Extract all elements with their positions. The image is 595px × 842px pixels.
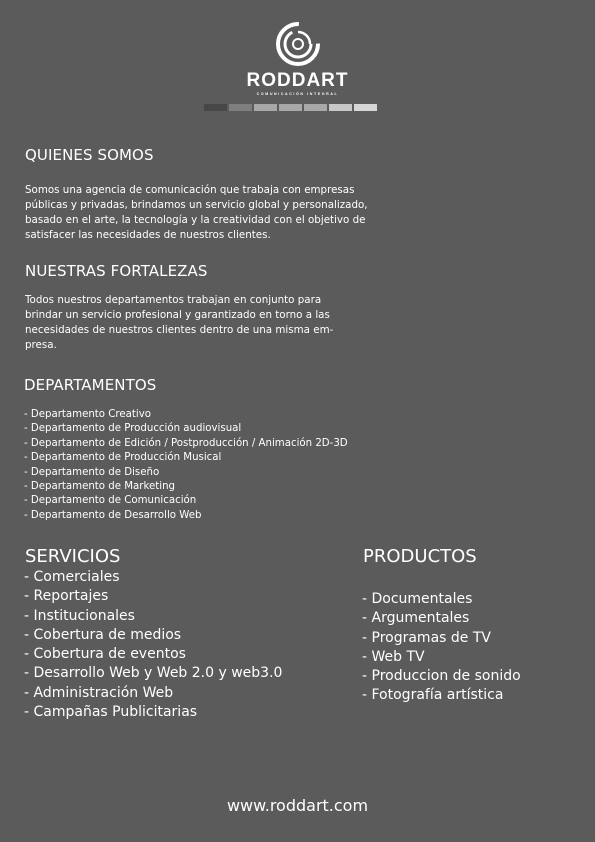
- bar: [329, 104, 352, 111]
- bar: [304, 104, 327, 111]
- service-item: - Institucionales: [24, 607, 135, 624]
- brand-logo: [0, 20, 595, 97]
- product-item: - Produccion de sonido: [362, 668, 521, 685]
- service-item: - Cobertura de medios: [24, 626, 182, 643]
- product-item: - Argumentales: [362, 610, 470, 627]
- department-item: - Departamento de Comunicación: [24, 495, 197, 507]
- product-item: - Fotografía artística: [362, 687, 504, 704]
- department-item: - Departamento de Edición / Postproducción / Animación 2D-3D: [24, 437, 348, 449]
- servicios-heading: SERVICIOS: [25, 546, 121, 567]
- website-link[interactable]: www.roddart.com: [226, 796, 369, 815]
- brand-name: RODDART: [246, 70, 349, 91]
- bar: [279, 104, 302, 111]
- decorative-bars: [204, 104, 377, 111]
- service-item: - Comerciales: [24, 569, 120, 585]
- product-item: - Documentales: [362, 591, 473, 607]
- department-item: - Departamento de Producción Musical: [24, 452, 222, 464]
- fortalezas-heading: NUESTRAS FORTALEZAS: [25, 262, 208, 280]
- department-item: - Departamento de Desarrollo Web: [24, 509, 202, 521]
- product-item: - Web TV: [362, 648, 425, 665]
- service-item: - Desarrollo Web y Web 2.0 y web3.0: [24, 665, 283, 682]
- bar: [229, 104, 252, 111]
- servicios-list: [24, 568, 282, 722]
- productos-list: [362, 590, 521, 706]
- bar: [204, 104, 227, 111]
- service-item: - Administración Web: [24, 684, 174, 701]
- service-item: - Cobertura de eventos: [24, 646, 186, 663]
- brand-tagline: COMUNICACIÓN INTEGRAL: [256, 92, 339, 96]
- product-item: - Programas de TV: [362, 629, 491, 646]
- bar: [254, 104, 277, 111]
- fortalezas-text: Todos nuestros departamentos trabajan en conjunto para brindar un servicio profesional y garantizado en torno a las necesidades de nuestros clientes dentro de una misma em- presa.: [25, 294, 334, 351]
- quienes-heading: QUIENES SOMOS: [25, 146, 154, 164]
- quienes-text: Somos una agencia de comunicación que trabaja con empresas públicas y privadas, brindamos un servicio global y personalizado, basado en el arte, la tecnología y la creatividad con el objetivo de satisfacer las necesidades de nuestros clientes.: [25, 184, 368, 241]
- department-item: - Departamento de Diseño: [24, 466, 160, 478]
- service-item: - Campañas Publicitarias: [24, 704, 198, 721]
- department-item: - Departamento Creativo: [24, 409, 151, 420]
- departamentos-heading: DEPARTAMENTOS: [24, 376, 157, 394]
- bar: [354, 104, 377, 111]
- department-item: - Departamento de Marketing: [24, 481, 176, 493]
- department-item: - Departamento de Producción audiovisual: [24, 423, 242, 435]
- productos-heading: PRODUCTOS: [363, 546, 477, 567]
- departamentos-list: [24, 408, 348, 523]
- circular-swirl-logo-icon: [274, 20, 322, 68]
- service-item: - Reportajes: [24, 588, 109, 605]
